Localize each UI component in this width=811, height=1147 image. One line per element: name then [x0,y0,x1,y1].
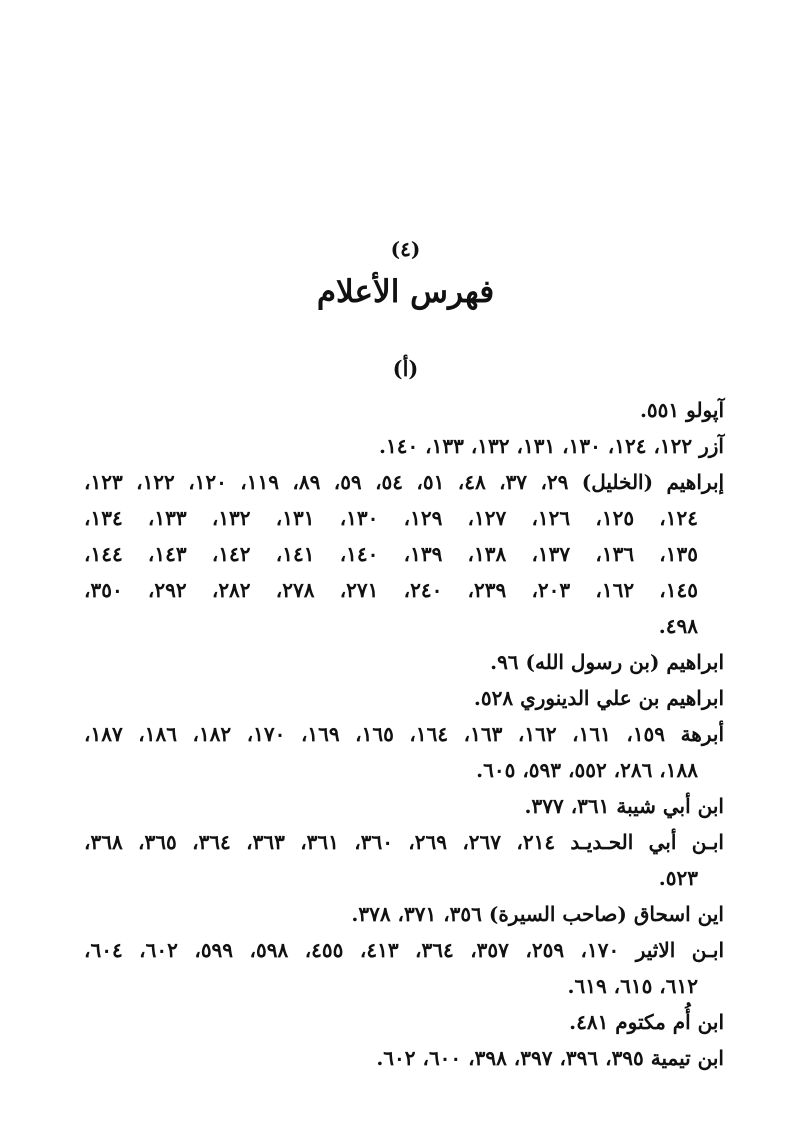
entry-line: آزر ١٢٢، ١٢٤، ١٣٠، ١٣١، ١٣٢، ١٣٣، ١٤٠. [379,434,724,458]
section-number: (٤) [390,237,421,261]
entry-line: ابـن أبي الحـديـد ٢١٤، ٢٦٧، ٢٦٩، ٣٦٠، ٣٦١، ٣٦٣، ٣٦٤، ٣٦٥، ٣٦٨، [84,830,724,854]
index-entry-ibrahim-al-khalil [84,464,724,644]
index-entry-ibn-taymiyya [84,1040,724,1076]
entry-continuation-line: ٤٩٨. [658,614,698,638]
entry-line: ابن تيمية ٣٩٥، ٣٩٦، ٣٩٧، ٣٩٨، ٦٠٠، ٦٠٢. [376,1046,724,1070]
index-entry-ibn-al-athir [84,932,724,1004]
entry-continuation-line: ٦١٢، ٦١٥، ٦١٩. [567,974,698,998]
entry-line: ابراهيم (بن رسول الله) ٩٦. [490,650,724,674]
entry-line: ابن أُم مكتوم ٤٨١. [569,1010,724,1034]
index-entry-abraha [84,716,724,788]
index-entry-ibn-abi-al-hadid [84,824,724,896]
index-entry-ibn-abi-shayba [84,788,724,824]
entry-continuation-line: ١٣٥، ١٣٦، ١٣٧، ١٣٨، ١٣٩، ١٤٠، ١٤١، ١٤٢، ١٤٣، ١٤٤، [84,542,698,566]
entry-line: ابن أبي شيبة ٣٦١، ٣٧٧. [524,794,724,818]
entry-line: اين اسحاق (صاحب السيرة) ٣٥٦، ٣٧١، ٣٧٨. [351,902,724,926]
page-title: فهرس الأعلام [316,274,495,310]
entry-line: ابـن الاثير ١٧٠، ٢٥٩، ٣٥٧، ٣٦٤، ٤١٣، ٤٥٥، ٥٩٨، ٥٩٩، ٦٠٢، ٦٠٤، [84,938,725,962]
index-entry-ibn-ishaq [84,896,724,932]
index-entry-ibn-umm-maktum [84,1004,724,1040]
entry-line: آپولو ٥٥١. [639,398,724,422]
entry-continuation-line: ١٨٨، ٢٨٦، ٥٥٢، ٥٩٣، ٦٠٥. [476,758,698,782]
index-entries [84,392,724,1076]
index-entry-ibrahim-al-dinawari [84,680,724,716]
entry-continuation-line: ١٤٥، ١٦٢، ٢٠٣، ٢٣٩، ٢٤٠، ٢٧١، ٢٧٨، ٢٨٢، ٢٩٢، ٣٥٠، [84,578,698,602]
entry-line: ابراهيم بن علي الدينوري ٥٢٨. [473,686,724,710]
entry-continuation-line: ٥٢٣. [658,866,698,890]
letter-heading: (أ) [392,356,419,381]
index-entry-apollo [84,392,724,428]
entry-line: أبرهة ١٥٩، ١٦١، ١٦٢، ١٦٣، ١٦٤، ١٦٥، ١٦٩، ١٧٠، ١٨٢، ١٨٦، ١٨٧، [84,722,725,746]
entry-continuation-line: ١٢٤، ١٢٥، ١٢٦، ١٢٧، ١٢٩، ١٣٠، ١٣١، ١٣٢، ١٣٣، ١٣٤، [84,506,698,530]
index-entry-ibrahim-son-of-prophet [84,644,724,680]
entry-line: إبراهيم (الخليل) ٢٩، ٣٧، ٤٨، ٥١، ٥٤، ٥٩، ٨٩، ١١٩، ١٢٠، ١٢٢، ١٢٣، [84,470,725,494]
index-entry-azar [84,428,724,464]
